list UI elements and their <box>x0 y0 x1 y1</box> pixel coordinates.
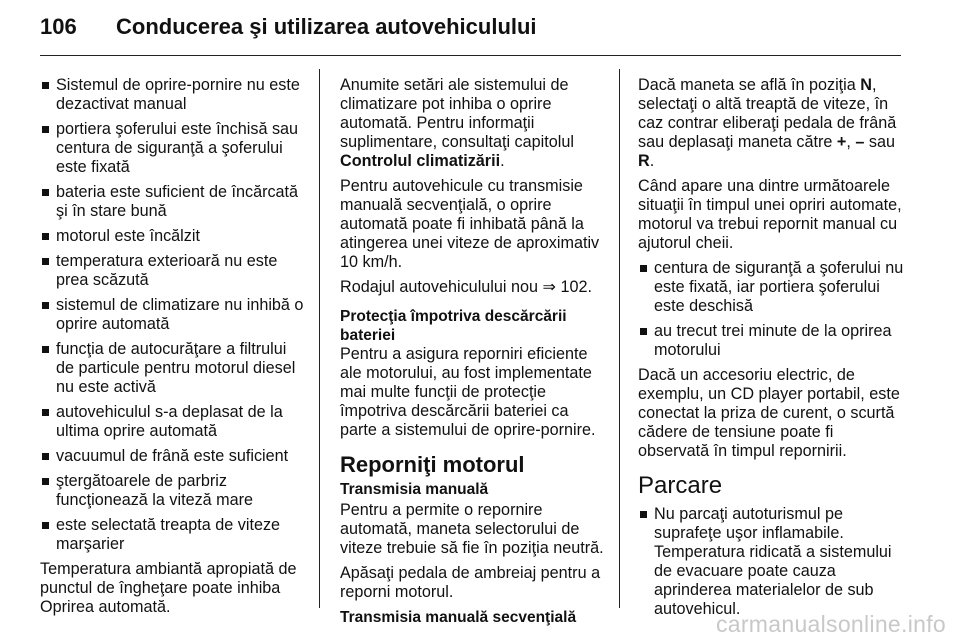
text: – <box>855 133 865 151</box>
subheading: Protecţia împotriva descărcării bateriei <box>340 308 567 344</box>
list-item: autovehiculul s-a deplasat de la ultima oprire automată <box>40 403 308 441</box>
column-divider-2 <box>619 69 620 608</box>
cross-reference: Controlul climatizării <box>340 152 501 170</box>
list-item: au trecut trei minute de la oprirea motorului <box>638 322 906 360</box>
text: N <box>860 76 872 94</box>
text: Dacă maneta se află în poziţia <box>638 76 861 94</box>
paragraph: Pentru autovehicule cu transmisie manuală secvenţială, o oprire automată poate fi inhibată până la atingerea unei viteze de aproximativ 10 km/h. <box>340 177 600 271</box>
page-number: 106 <box>40 14 77 39</box>
list-item: centura de siguranţă a şoferului nu este fixată, iar portiera şoferului este deschisă <box>638 259 906 316</box>
column-2 <box>340 76 608 627</box>
section-heading: Parcare <box>638 472 723 499</box>
list-item: sistemul de climatizare nu inhibă o oprire automată <box>40 296 308 334</box>
list-item: ştergătoarele de parbriz funcţionează la viteză mare <box>40 472 308 510</box>
paragraph: Pentru a permite o repornire automată, maneta selectorului de viteze trebuie să fie în poziţia neutră. <box>340 501 604 557</box>
text: Anumite setări ale sistemului de climatizare pot inhiba o oprire automată. Pentru informaţii suplimentare, consultaţi capitolul <box>340 76 574 151</box>
list-item: Nu parcaţi autoturismul pe suprafeţe uşor inflamabile. Temperatura ridicată a sistemului de evacuare poate cauza aprinderea materialelor de sub autovehicul. <box>638 505 906 619</box>
paragraph: Pentru a asigura reporniri eficiente ale motorului, au fost implementate mai multe funcţii de protecţie împotriva descărcării bateriei ca parte a sistemului de oprire-pornire. <box>340 345 596 439</box>
header-divider <box>40 55 901 56</box>
text: , selectaţi o altă treaptă de viteze, în caz contrar eliberaţi pedala de frână sau deplasaţi maneta către <box>638 76 897 151</box>
paragraph: Dacă un accesoriu electric, de exemplu, un CD player portabil, este conectat la priza de curent, o scurtă cădere de tensiune poate fi observată în timpul repornirii. <box>638 366 900 460</box>
text: . <box>649 152 655 170</box>
text: + <box>836 133 847 151</box>
column-divider-1 <box>319 69 320 608</box>
subheading: Transmisia manuală <box>340 481 489 498</box>
text: R <box>638 152 650 170</box>
list-item: temperatura exterioară nu este prea scăzută <box>40 252 308 290</box>
list-item: este selectată treapta de viteze marşarier <box>40 516 308 554</box>
list-item: Sistemul de oprire-pornire nu este dezactivat manual <box>40 76 308 114</box>
paragraph: Rodajul autovehiculului nou ⇒ 102. <box>340 278 593 296</box>
column-3 <box>638 76 906 625</box>
page-header <box>40 14 920 54</box>
section-heading: Reporniţi motorul <box>340 452 525 477</box>
paragraph: Când apare una dintre următoarele situaţii în timpul unei opriri automate, motorul va trebui repornit manual cu ajutorul cheii. <box>638 177 902 252</box>
list-item: funcţia de autocurăţare a filtrului de particule pentru motorul diesel nu este activă <box>40 340 308 397</box>
list-item: bateria este suficient de încărcată şi în stare bună <box>40 183 308 221</box>
paragraph: Apăsaţi pedala de ambreiaj pentru a reporni motorul. <box>340 564 601 601</box>
paragraph <box>638 76 906 171</box>
list-item: vacuumul de frână este suficient <box>40 447 308 466</box>
list-item: motorul este încălzit <box>40 227 308 246</box>
text: sau <box>864 133 895 151</box>
page-title: Conducerea şi utilizarea autovehiculului <box>116 14 537 39</box>
text: , <box>846 133 856 151</box>
paragraph <box>340 76 608 171</box>
list-item: portiera şoferului este închisă sau centura de siguranţă a şoferului este fixată <box>40 120 308 177</box>
subheading: Transmisia manuală secvenţială <box>340 609 577 626</box>
paragraph: Temperatura ambiantă apropiată de punctul de îngheţare poate inhiba Oprirea automată. <box>40 560 297 616</box>
watermark: carmanualsonline.info <box>715 611 946 637</box>
text: . <box>500 152 505 170</box>
column-1 <box>40 76 308 623</box>
